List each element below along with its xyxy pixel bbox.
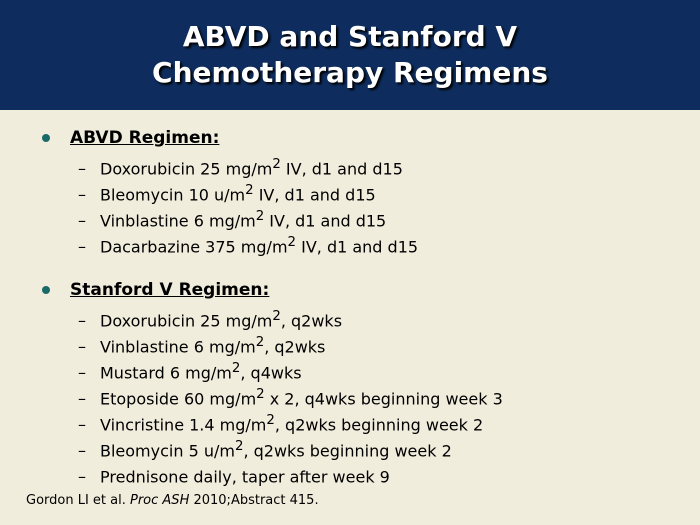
bullet-icon xyxy=(42,134,50,142)
list-item: – Etoposide 60 $mg/m^2$ x 2, q4wks beginning week 3 xyxy=(78,387,503,409)
page-title-line-1: ABVD and Stanford V xyxy=(182,20,518,53)
list-item: – Vinblastine 6 $mg/m^2$ IV, d1 and d15 xyxy=(78,209,387,231)
stanford-item-list xyxy=(78,304,503,486)
section-heading: ABVD Regimen: xyxy=(70,128,220,148)
page-title-line-2: Chemotherapy Regimens xyxy=(152,56,548,89)
section-heading: Stanford V Regimen: xyxy=(70,280,270,300)
list-item: – Prednisone daily, taper after week 9 xyxy=(78,467,390,487)
journal-name: Proc ASH xyxy=(130,493,190,508)
list-item: – Vincristine 1.4 $mg/m^2$, q2wks beginning week 2 xyxy=(78,413,484,435)
list-item: – Vinblastine 6 $mg/m^2$, q2wks xyxy=(78,335,326,357)
list-item: – Doxorubicin 25 $mg/m^2$, q2wks xyxy=(78,309,343,331)
bullet-icon xyxy=(42,286,50,294)
list-item: – Mustard 6 $mg/m^2$, q4wks xyxy=(78,361,302,383)
list-item: – Doxorubicin 25 $mg/m^2$ IV, d1 and d15 xyxy=(78,157,403,179)
citation: Gordon LI et al. Proc ASH 2010;Abstract 415. xyxy=(26,493,319,508)
list-item: – Bleomycin 5 $u/m^2$, q2wks beginning week 2 xyxy=(78,439,452,461)
abvd-item-list xyxy=(78,152,418,256)
list-item: – Dacarbazine 375 $mg/m^2$ IV, d1 and d15 xyxy=(78,235,419,257)
list-item: – Bleomycin 10 $u/m^2$ IV, d1 and d15 xyxy=(78,183,376,205)
title-banner xyxy=(0,0,700,110)
